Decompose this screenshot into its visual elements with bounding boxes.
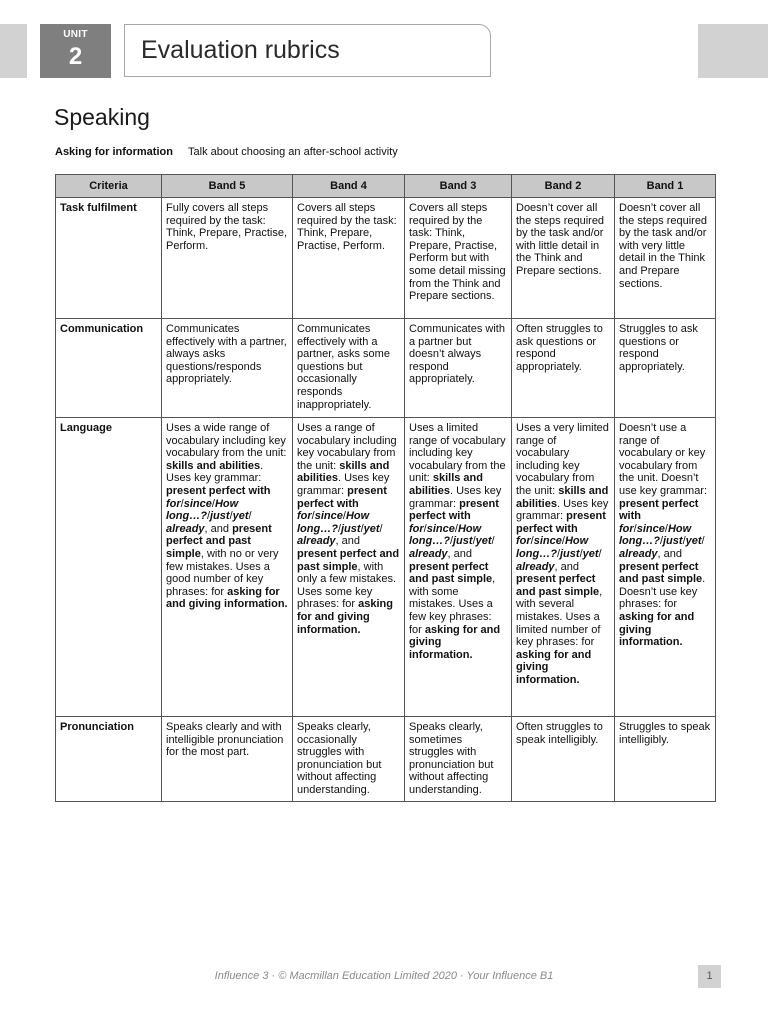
emphasis-text: yet [582, 547, 599, 560]
emphasis-text: already [297, 535, 336, 548]
criteria-cell: Task fulfilment [56, 198, 162, 319]
emphasis-text: skills and abilities [166, 459, 261, 472]
emphasis-text: since [426, 522, 455, 535]
header-band-3: Band 3 [405, 175, 512, 198]
table-cell: Often struggles to speak intelligibly. [512, 717, 615, 802]
emphasis-text: just [560, 547, 580, 560]
emphasis-text: present perfect with [409, 497, 499, 523]
header-tab-right [698, 24, 768, 78]
table-cell: Uses a limited range of vocabulary including key vocabulary from the unit: skills and abilities. Uses key grammar: present perfect with for/since/How long…?/just/yet/ already, and present perfect and past simple, with some mistakes. Uses a few key phrases: for asking for and giving information. [405, 418, 512, 717]
table-cell: Covers all steps required by the task: Think, Prepare, Practise, Perform. [293, 198, 405, 319]
footer-text: Influence 3 · © Macmillan Education Limited 2020 · Your Influence B1 [214, 970, 554, 982]
table-cell: Uses a range of vocabulary including key vocabulary from the unit: skills and abilities. Uses key grammar: present perfect with for/since/How long…?/just/yet/ already, and present perfect and past simple, with only a few mistakes. Uses some key phrases: for asking for and giving information. [293, 418, 405, 717]
table-cell: Covers all steps required by the task: Think, Prepare, Practise, Perform but with some detail missing from the Think and Prepare sections. [405, 198, 512, 319]
emphasis-text: just [453, 535, 473, 548]
table-cell: Doesn’t cover all the steps required by the task and/or with very little detail in the Think and Prepare sections. [615, 198, 716, 319]
emphasis-text: since [636, 522, 665, 535]
emphasis-text: yet [685, 535, 702, 548]
unit-label: UNIT [63, 29, 88, 40]
emphasis-text: for [297, 510, 312, 523]
unit-badge [40, 24, 111, 78]
task-description: Talk about choosing an after-school activity [188, 146, 398, 158]
emphasis-text: present perfect and past simple [166, 522, 272, 560]
emphasis-text: for [409, 522, 424, 535]
table-cell: Struggles to speak intelligibly. [615, 717, 716, 802]
emphasis-text: How long…? [409, 522, 482, 548]
emphasis-text: yet [363, 522, 380, 535]
page-title: Evaluation rubrics [141, 36, 340, 64]
table-cell: Often struggles to ask questions or respond appropriately. [512, 319, 615, 418]
emphasis-text: present perfect and past simple [409, 560, 493, 586]
table-cell: Communicates effectively with a partner, asks some questions but occasionally responds inappropriately. [293, 319, 405, 418]
table-row [56, 198, 716, 319]
emphasis-text: yet [475, 535, 492, 548]
table-row [56, 418, 716, 717]
emphasis-text: asking for and giving information. [409, 623, 501, 661]
emphasis-text: just [341, 522, 361, 535]
emphasis-text: present perfect with [619, 497, 699, 523]
emphasis-text: present perfect with [166, 484, 271, 497]
emphasis-text: present perfect and past simple [297, 547, 400, 573]
header-tab-left [0, 24, 27, 78]
header-band-1: Band 1 [615, 175, 716, 198]
emphasis-text: for [619, 522, 634, 535]
title-box [124, 24, 491, 77]
emphasis-text: present perfect and past simple [516, 573, 600, 598]
emphasis-text: just [663, 535, 683, 548]
emphasis-text: yet [232, 510, 249, 523]
table-cell: Doesn’t use a range of vocabulary or key vocabulary from the unit. Doesn’t use key grammar: present perfect with for/since/How long…?/just/yet/ already, and present perfect and past simple. Doesn’t use key phrases: for asking for and giving information. [615, 418, 716, 717]
emphasis-text: How long…? [619, 522, 692, 548]
criteria-cell: Language [56, 418, 162, 717]
section-title: Speaking [54, 104, 150, 130]
emphasis-text: How long…? [516, 535, 589, 560]
header-criteria: Criteria [56, 175, 162, 198]
criteria-cell: Communication [56, 319, 162, 418]
emphasis-text: skills and abilities [516, 484, 609, 510]
task-label: Asking for information [55, 146, 173, 158]
emphasis-text: just [210, 510, 230, 523]
emphasis-text: skills and abilities [409, 472, 483, 497]
table-header-row [56, 175, 716, 198]
emphasis-text: skills and abilities [297, 459, 390, 485]
unit-number: 2 [68, 43, 83, 70]
header-band-2: Band 2 [512, 175, 615, 198]
emphasis-text: since [314, 510, 343, 523]
table-cell: Uses a wide range of vocabulary including key vocabulary from the unit: skills and abilities. Uses key grammar: present perfect with for/since/How long…?/just/yet/ already, and present perfect and past simple, with no or very few mistakes. Uses a good number of key phrases: for asking for and giving information. [162, 418, 293, 717]
page-number: 1 [698, 965, 721, 988]
emphasis-text: already [516, 560, 555, 573]
emphasis-text: present perfect and past simple [619, 560, 703, 586]
table-cell: Speaks clearly, sometimes struggles with pronunciation but without affecting understanding. [405, 717, 512, 802]
table-cell: Communicates with a partner but doesn’t always respond appropriately. [405, 319, 512, 418]
criteria-cell: Pronunciation [56, 717, 162, 802]
emphasis-text: already [619, 547, 658, 560]
emphasis-text: present perfect with [516, 510, 606, 535]
table-cell: Communicates effectively with a partner, always asks questions/responds appropriately. [162, 319, 293, 418]
emphasis-text: since [183, 497, 212, 510]
table-cell: Speaks clearly, occasionally struggles with pronunciation but without affecting understanding. [293, 717, 405, 802]
rubric-table [55, 174, 716, 802]
emphasis-text: asking for and giving information. [297, 598, 393, 636]
table-row [56, 717, 716, 802]
emphasis-text: for [166, 497, 181, 510]
emphasis-text: asking for and giving information. [619, 610, 695, 649]
table-cell: Fully covers all steps required by the task: Think, Prepare, Practise, Perform. [162, 198, 293, 319]
emphasis-text: How long…? [166, 497, 239, 523]
emphasis-text: already [409, 547, 448, 560]
emphasis-text: asking for and giving information. [166, 585, 288, 611]
task-line [55, 146, 398, 158]
table-row [56, 319, 716, 418]
table-cell: Doesn’t cover all the steps required by the task and/or with little detail in the Think and Prepare sections. [512, 198, 615, 319]
header-band-5: Band 5 [162, 175, 293, 198]
emphasis-text: for [516, 535, 531, 548]
emphasis-text: since [533, 535, 562, 548]
emphasis-text: present perfect with [297, 484, 387, 510]
emphasis-text: How long…? [297, 510, 370, 535]
table-cell: Uses a very limited range of vocabulary including key vocabulary from the unit: skills and abilities. Uses key grammar: present perfect with for/since/How long…?/just/yet/ already, and present perfect and past simple, with several mistakes. Uses a limited number of key phrases: for asking for and giving information. [512, 418, 615, 717]
emphasis-text: asking for and giving information. [516, 648, 592, 686]
table-cell: Struggles to ask questions or respond appropriately. [615, 319, 716, 418]
table-cell: Speaks clearly and with intelligible pronunciation for the most part. [162, 717, 293, 802]
emphasis-text: already [166, 522, 205, 535]
header-band-4: Band 4 [293, 175, 405, 198]
